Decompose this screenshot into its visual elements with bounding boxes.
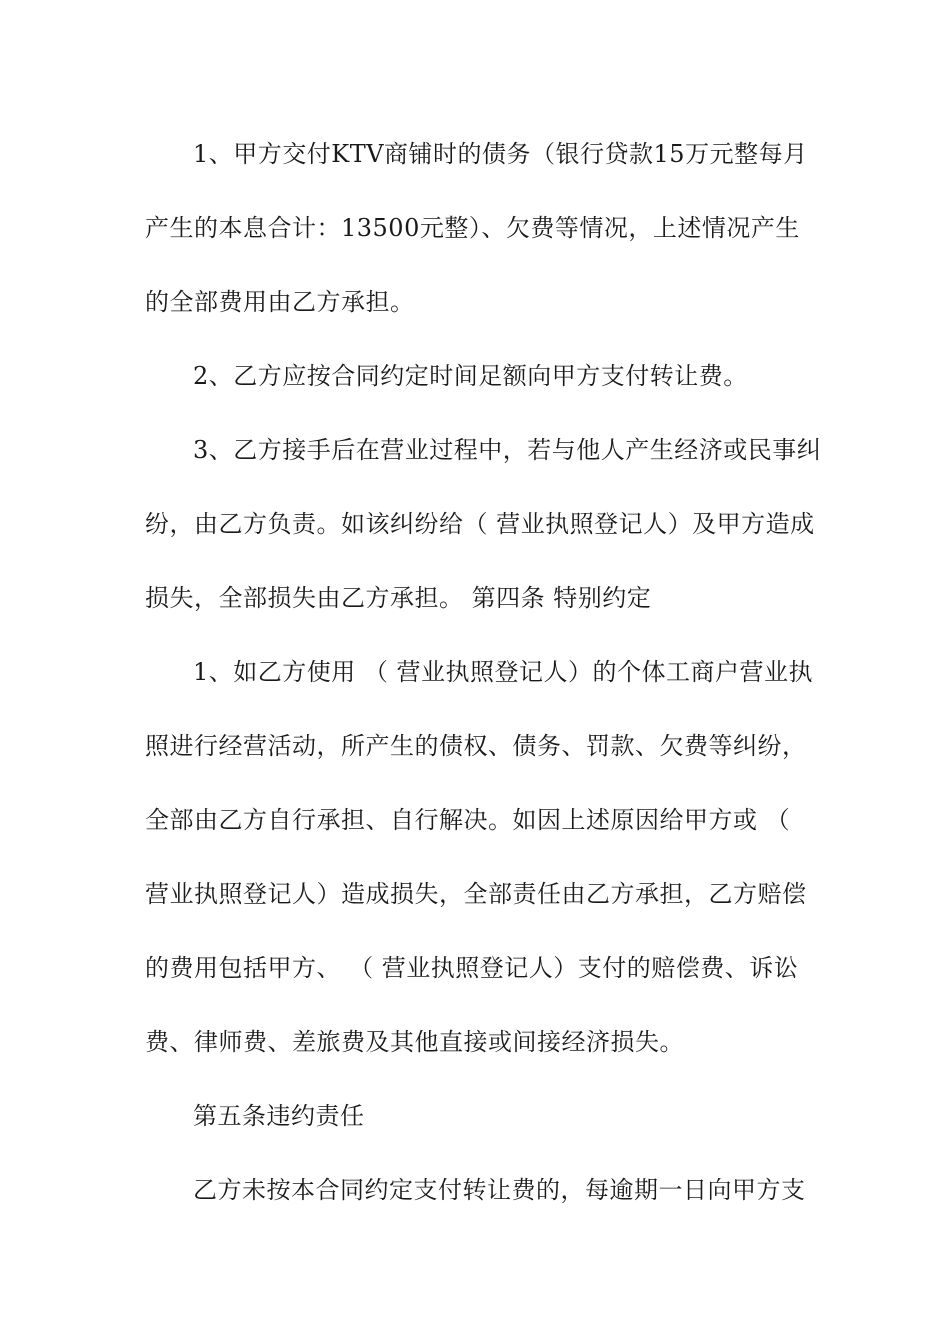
- paragraph-line: 1、如乙方使用 （ 营业执照登记人）的个体工商户营业执: [193, 658, 814, 686]
- section-heading: 第五条违约责任: [193, 1102, 365, 1130]
- paragraph-line: 费、律师费、差旅费及其他直接或间接经济损失。: [145, 1028, 684, 1056]
- paragraph-line: 的全部费用由乙方承担。: [145, 288, 415, 316]
- paragraph-line: 3、乙方接手后在营业过程中，若与他人产生经济或民事纠: [193, 436, 822, 464]
- paragraph-line: 2、乙方应按合同约定时间足额向甲方支付转让费。: [193, 362, 748, 390]
- paragraph-line: 照进行经营活动，所产生的债权、债务、罚款、欠费等纠纷，: [145, 732, 807, 760]
- paragraph-line: 1、甲方交付KTV商铺时的债务（银行贷款15万元整每月: [193, 140, 808, 168]
- paragraph-line: 损失，全部损失由乙方承担。 第四条 特别约定: [145, 584, 652, 612]
- paragraph-line: 营业执照登记人）造成损失，全部责任由乙方承担，乙方赔偿: [145, 880, 807, 908]
- paragraph-line: 纷，由乙方负责。如该纠纷给（ 营业执照登记人）及甲方造成: [145, 510, 815, 538]
- paragraph-line: 产生的本息合计：13500元整）、欠费等情况，上述情况产生: [145, 214, 800, 242]
- paragraph-line: 全部由乙方自行承担、自行解决。如因上述原因给甲方或 （: [145, 806, 791, 834]
- paragraph-line: 的费用包括甲方、 （ 营业执照登记人）支付的赔偿费、诉讼: [145, 954, 799, 982]
- paragraph-line: 乙方未按本合同约定支付转让费的，每逾期一日向甲方支: [193, 1176, 806, 1204]
